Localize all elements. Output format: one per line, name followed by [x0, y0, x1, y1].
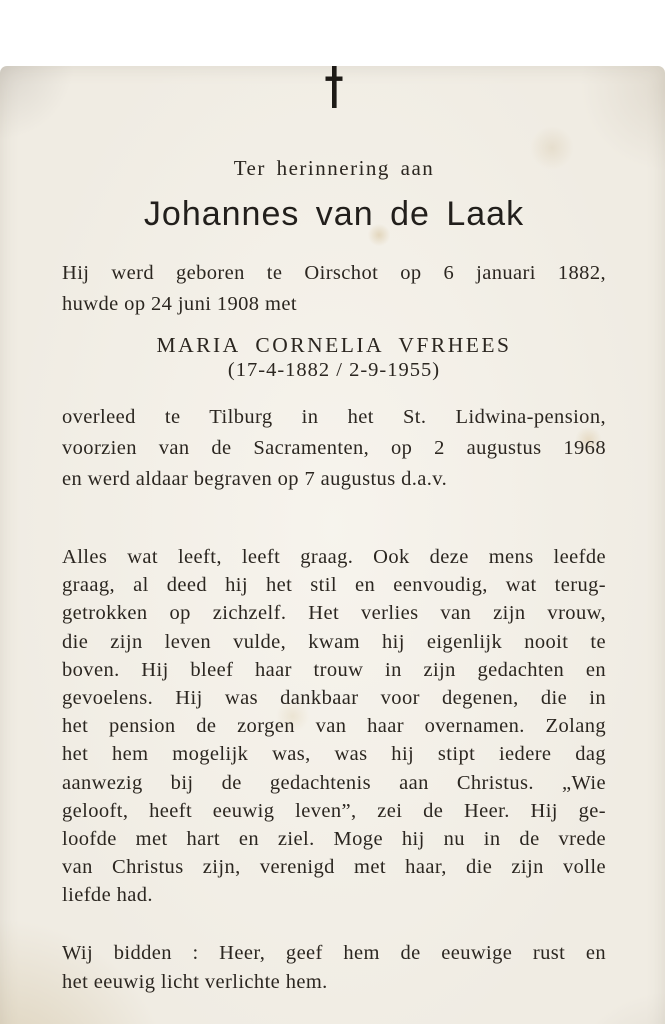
spouse-dates: (17-4-1882 / 2-9-1955): [227, 359, 441, 381]
spouse-name: MARIA CORNELIA VFRHEES: [156, 333, 512, 357]
text-line: het pension de zorgen van haar overnamen. Zolang: [62, 715, 606, 738]
text-line: loofde met hart en ziel. Moge hij nu in de vrede: [62, 828, 606, 851]
death-paragraph: [62, 402, 606, 495]
text-line: gelooft, heeft eeuwig leven”, zei de Heer. Hij ge-: [62, 799, 606, 822]
text-line: het hem mogelijk was, was hij stipt iedere dag: [62, 743, 606, 766]
intro-line: Ter herinnering aan: [233, 156, 435, 180]
text-line: getrokken op zichzelf. Het verlies van zijn vrouw,: [62, 602, 606, 625]
life-paragraph: [62, 543, 606, 910]
text-line: het eeuwig licht verlichte hem.: [62, 970, 328, 993]
text-line: boven. Hij bleef haar trouw in zijn gedachten en: [62, 658, 606, 681]
text-line: huwde op 24 juni 1908 met: [62, 293, 297, 315]
text-line: Wij bidden : Heer, geef hem de eeuwige rust en: [62, 941, 606, 964]
text-line: aanwezig bij de gedachtenis aan Christus. „Wie: [62, 771, 606, 794]
text-line: Hij werd geboren te Oirschot op 6 januari 1882,: [62, 262, 606, 284]
text-line: en werd aldaar begraven op 7 augustus d.a.v.: [62, 468, 448, 490]
prayer-paragraph: [62, 939, 606, 997]
text-line: graag, al deed hij het stil en eenvoudig, wat terug-: [62, 574, 606, 597]
text-line: Alles wat leeft, leeft graag. Ook deze mens leefde: [62, 546, 606, 568]
text-line: overleed te Tilburg in het St. Lidwina-pension,: [62, 406, 606, 428]
birth-paragraph: [62, 258, 606, 320]
deceased-name: Johannes van de Laak: [143, 195, 525, 233]
text-line: liefde had.: [62, 884, 153, 907]
text-line: voorzien van de Sacramenten, op 2 augustus 1968: [62, 437, 606, 459]
cross-icon: [62, 66, 606, 108]
text-line: die zijn leven vulde, kwam hij eigenlijk nooit te: [62, 630, 606, 653]
text-line: gevoelens. Hij was dankbaar voor degenen, die in: [62, 687, 606, 710]
memorial-card: [0, 66, 665, 1024]
text-line: van Christus zijn, verenigd met haar, die zijn volle: [62, 856, 606, 879]
